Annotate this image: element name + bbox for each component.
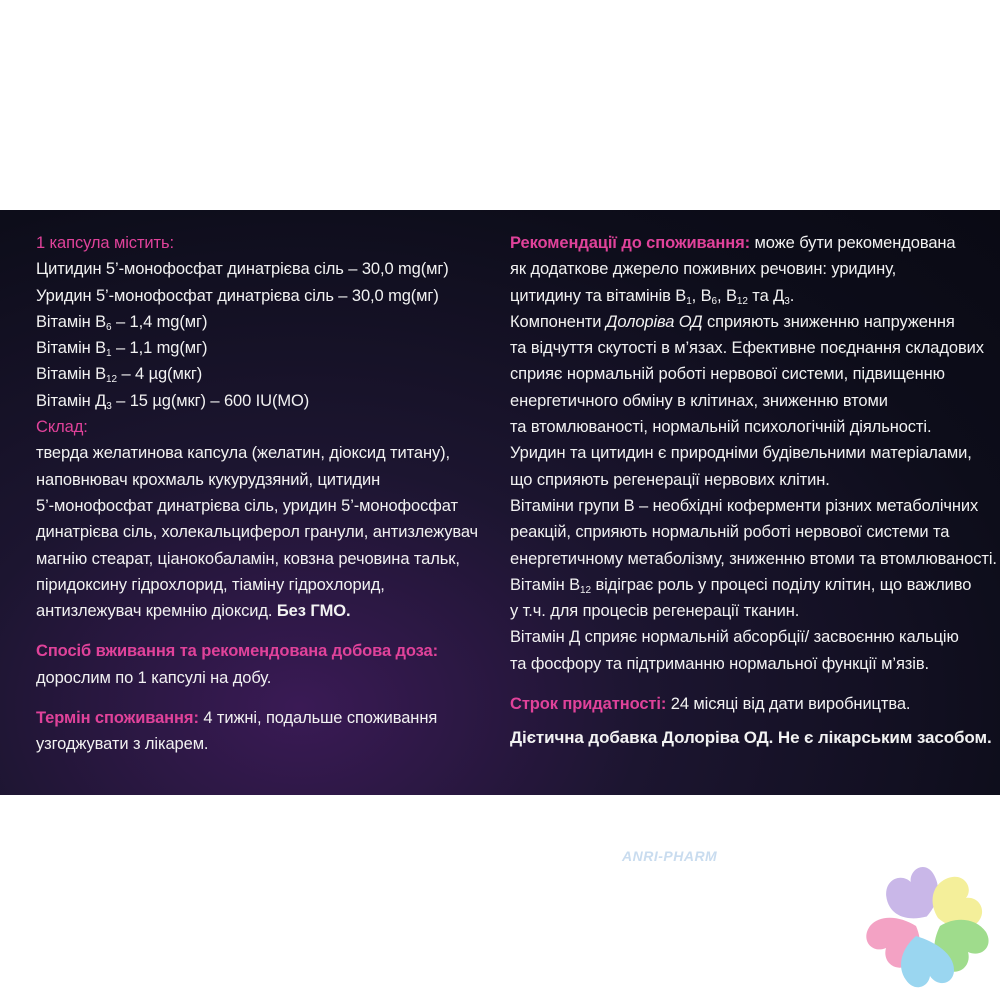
- composition-line: наповнювач крохмаль кукурудзяний, цитидин: [36, 470, 381, 489]
- ingredient-line: Вітамін $В_1 - 1,1$ mg(мг): [36, 339, 208, 360]
- recommendation-line: цитидину та вітамінів $В_1$, $В_6$, $В_{12}$ та $Д_3$.: [510, 286, 795, 307]
- b12-line: Вітамін $В_{12}$ відіграє роль у процесі поділу клітин, що важливо: [510, 575, 972, 596]
- ingredient-line: Цитидин 5’-монофосфат динатрієва сіль – 30,0 mg(мг): [36, 260, 449, 279]
- components-line: Компоненти Долорів‌а ОД сприяють зниженню напруження: [510, 312, 955, 331]
- term-line: Термін споживання: 4 тижні, подальше споживання: [36, 709, 438, 728]
- ingredient-line: Вітамін $В_6 - 1,4$ mg(мг): [36, 312, 208, 333]
- text-line: та відчуття скутості в м’язах. Ефективне поєднання складових: [510, 339, 984, 358]
- composition-line: антизлежувач кремнію діоксид. Без ГМО.: [36, 602, 351, 621]
- text-line: у т.ч. для процесів регенерації тканин.: [510, 602, 800, 621]
- recommendation-line: як додаткове джерело поживних речовин: уридину,: [510, 260, 897, 279]
- text-line: Уридин та цитидин є природніми будівельними матеріалами,: [510, 444, 972, 463]
- text-line: що сприяють регенерації нервових клітин.: [510, 470, 830, 489]
- ingredient-line: Вітамін $В_{12} - 4$ µg(мкг): [36, 365, 203, 386]
- shelf-life-line: Строк придатності: 24 місяці від дати виробництва.: [510, 695, 911, 714]
- right-column: [510, 230, 997, 752]
- composition-line: тверда желатинова капсула (желатин, діоксид титану),: [36, 444, 451, 463]
- composition-line: магнію стеарат, ціанокобаламін, ковзна речовина тальк,: [36, 549, 460, 568]
- text-line: енергетичного обміну в клітинах, зниженню втоми: [510, 391, 888, 410]
- text-line: та фосфору та підтриманню нормальної функції м’язів.: [510, 654, 929, 673]
- left-column: [36, 230, 479, 758]
- composition-heading: Склад:: [36, 418, 88, 437]
- term-line-2: узгоджувати з лікарем.: [36, 735, 209, 754]
- text-line: реакцій, сприяють нормальній роботі нервової системи та: [510, 523, 950, 542]
- composition-line: 5’-монофосфат динатрієва сіль, уридин 5’-монофосфат: [36, 496, 458, 515]
- package-panel: [0, 210, 1000, 795]
- dose-text: дорослим по 1 капсулі на добу.: [36, 668, 272, 687]
- flower-logo-icon: [858, 862, 996, 994]
- watermark-text: ANRI-PHARM: [622, 848, 718, 864]
- composition-line: піридоксину гідрохлорид, тіаміну гідрохлорид,: [36, 575, 385, 594]
- brand-name: Долорів‌а ОД: [605, 312, 703, 331]
- text-line: енергетичному метаболізму, зниженню втоми та втомлюваності.: [510, 549, 997, 568]
- ingredient-line: Уридин 5’-монофосфат динатрієва сіль – 30,0 mg(мг): [36, 286, 439, 305]
- composition-line: динатрієва сіль, холекальциферол гранули, антизлежувач: [36, 523, 479, 542]
- text-line: Вітаміни групи В – необхідні коферменти різних метаболічних: [510, 496, 979, 515]
- recommendation-line: Рекомендації до споживання: може бути рекомендована: [510, 234, 956, 252]
- capsule-heading: 1 капсула містить:: [36, 234, 174, 252]
- final-note: Дієтична добавка Долоріва ОД. Не є лікарським засобом.: [510, 728, 992, 748]
- ingredient-line: Вітамін $Д_3 - 15$ µg(мкг) – 600 IU(МО): [36, 391, 310, 412]
- text-line: сприяє нормальній роботі нервової системи, підвищенню: [510, 365, 945, 384]
- text-line: Вітамін Д сприяє нормальній абсорбції/ засвоєнню кальцію: [510, 628, 959, 647]
- no-gmo-label: Без ГМО.: [276, 602, 351, 621]
- dose-heading: Спосіб вживання та рекомендована добова доза:: [36, 642, 439, 661]
- text-line: та втомлюваності, нормальній психологічній діяльності.: [510, 418, 932, 437]
